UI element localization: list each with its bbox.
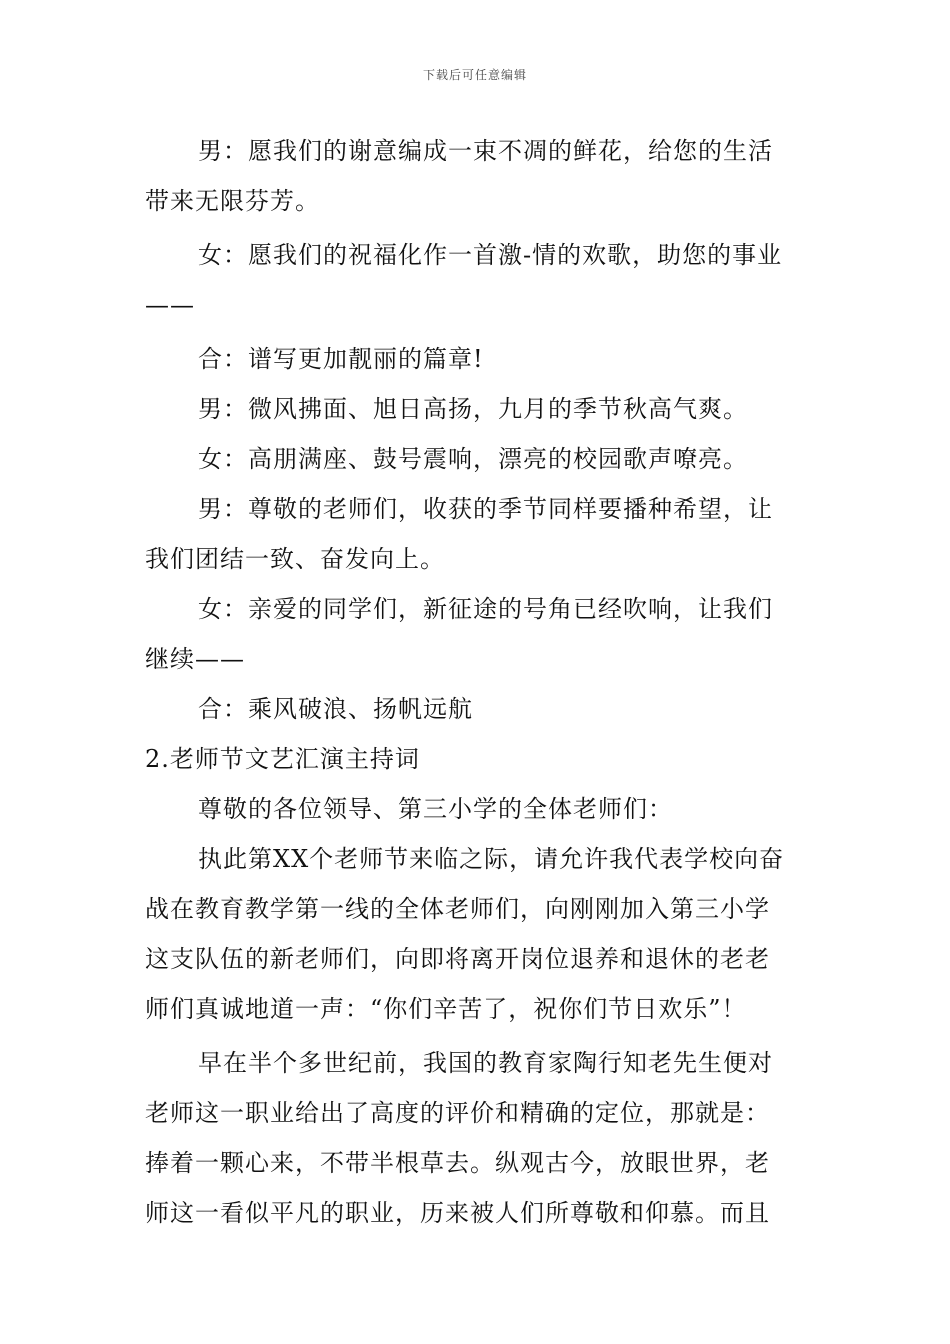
text-line: 女：亲爱的同学们，新征途的号角已经吹响，让我们 [198,595,773,623]
text-line: 我们团结一致、奋发向上。 [145,545,445,573]
page-header-note: 下载后可任意编辑 [422,68,527,82]
text-line: 合：谱写更加靓丽的篇章! [198,345,484,373]
text-line: 这支队伍的新老师们，向即将离开岗位退养和退休的老老 [145,945,770,973]
text-line: 男：微风拂面、旭日高扬，九月的季节秋高气爽。 [198,395,748,423]
text-line: —— [145,291,195,319]
text-line: 捧着一颗心来，不带半根草去。纵观古今，放眼世界，老 [145,1149,770,1177]
text-line: 带来无限芬芳。 [145,187,320,215]
text-line: 男：愿我们的谢意编成一束不凋的鲜花，给您的生活 [198,137,773,165]
text-line: 女：愿我们的祝福化作一首激-情的欢歌，助您的事业 [198,241,783,269]
text-line: 继续—— [145,645,245,673]
text-line: 战在教育教学第一线的全体老师们，向刚刚加入第三小学 [145,895,770,923]
text-line: 合：乘风破浪、扬帆远航 [198,695,473,723]
text-line: 男：尊敬的老师们，收获的季节同样要播种希望，让 [198,495,773,523]
text-line: 女：高朋满座、鼓号震响，漂亮的校园歌声嘹亮。 [198,445,748,473]
document-body [145,126,810,1238]
section-heading: 2.老师节文艺汇演主持词 [145,745,420,773]
text-line: 老师这一职业给出了高度的评价和精确的定位，那就是： [145,1099,770,1127]
text-line: 尊敬的各位领导、第三小学的全体老师们： [198,795,673,823]
text-line: 师们真诚地道一声：“你们辛苦了，祝你们节日欢乐”！ [145,995,747,1023]
text-line: 早在半个多世纪前，我国的教育家陶行知老先生便对 [198,1049,773,1077]
text-line: 师这一看似平凡的职业，历来被人们所尊敬和仰慕。而且 [145,1199,770,1227]
text-line: 执此第XX个老师节来临之际，请允许我代表学校向奋 [198,845,785,873]
